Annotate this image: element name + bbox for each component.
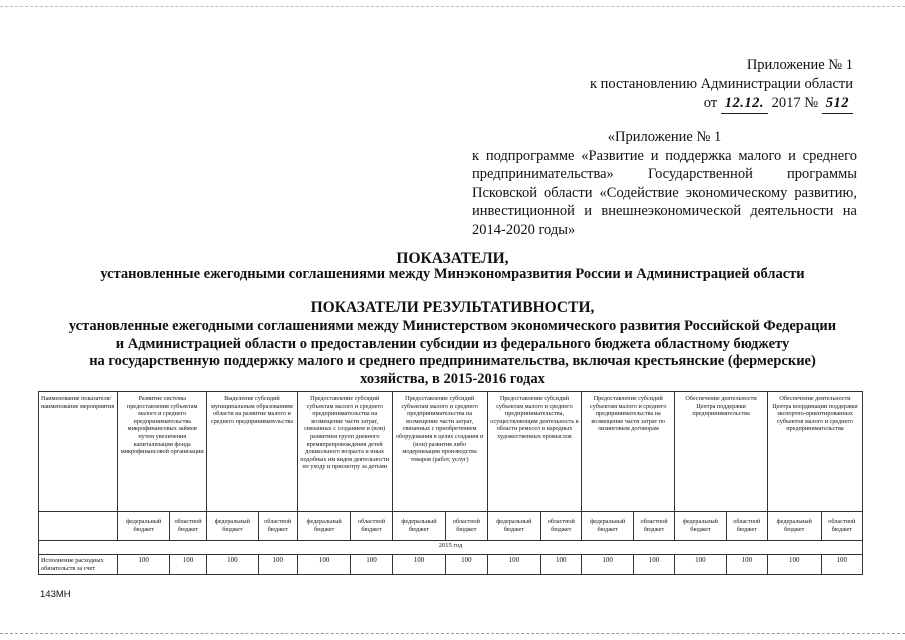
subheader-regional: областной бюджет: [258, 512, 297, 541]
subheader-federal: федеральный бюджет: [487, 512, 541, 541]
subtitle-line-2: и Администрацией области о предоставлении субсидии из федерального бюджета областному бюджету: [115, 335, 790, 352]
heading-indicators-subtitle: установленные ежегодными соглашениями между Минэкономразвития России и Администрацией области: [100, 266, 805, 282]
table-cell: 100: [351, 555, 392, 575]
header-cell-childcare-subsidies: Предоставление субсидий субъектам малого и среднего предпринимательства на возмещение части затрат, связанных с созданием и (или) развитием групп дневного времяпрепровождения детей дошкольного возраста и иных подобных им видов деятельности по уходу и присмотру за детьми: [297, 392, 392, 512]
appendix-2-title: «Приложение № 1: [607, 129, 722, 145]
table-cell: 100: [726, 555, 767, 575]
handwritten-date: 12.12.: [721, 94, 768, 114]
heading-performance-indicators: ПОКАЗАТЕЛИ РЕЗУЛЬТАТИВНОСТИ,: [310, 299, 595, 316]
table-cell: 100: [118, 555, 170, 575]
appendix-1-block: [553, 56, 853, 114]
year-number-label: 2017 №: [771, 95, 819, 111]
row-label: Исполнение расходных обязательств за счет: [39, 555, 118, 575]
appendix-1-date-line: [553, 94, 853, 114]
table-header-row: [39, 392, 863, 512]
appendix-2-block: [472, 128, 857, 239]
handwritten-number: 512: [822, 94, 853, 114]
heading-performance-subtitle: [20, 318, 885, 388]
subheader-regional: областной бюджет: [351, 512, 392, 541]
subtitle-line-4: хозяйства, в 2015-2016 годах: [360, 370, 545, 387]
subtitle-line-1: установленные ежегодными соглашениями между Министерством экономического развития Российской Федерации: [68, 318, 837, 334]
table-cell: 100: [541, 555, 582, 575]
subheader-regional: областной бюджет: [821, 512, 862, 541]
subheader-federal: федеральный бюджет: [118, 512, 170, 541]
table-cell: 100: [821, 555, 862, 575]
appendix-1-title: Приложение № 1: [746, 57, 853, 73]
subheader-federal: федеральный бюджет: [675, 512, 727, 541]
subheader-regional: областной бюджет: [726, 512, 767, 541]
footer-code: 143МН: [40, 589, 71, 600]
subheader-regional: областной бюджет: [446, 512, 487, 541]
scan-edge-bottom: [0, 633, 905, 634]
subheader-empty: [39, 512, 118, 541]
subheader-regional: областной бюджет: [633, 512, 674, 541]
header-cell-name: Наименование показателя/ наименование мероприятия: [39, 392, 118, 512]
subheader-federal: федеральный бюджет: [582, 512, 634, 541]
table-cell: 100: [767, 555, 821, 575]
subheader-regional: областной бюджет: [169, 512, 206, 541]
header-cell-export-center: Обеспечение деятельности Центра координации поддержки экспортно-ориентированных субъектов малого и среднего предпринимательства: [767, 392, 862, 512]
heading-indicators: ПОКАЗАТЕЛИ,: [396, 250, 509, 267]
year-row: [39, 541, 863, 555]
table-cell: 100: [582, 555, 634, 575]
subheader-regional: областной бюджет: [541, 512, 582, 541]
table-cell: 100: [392, 555, 446, 575]
header-cell-municipal-subsidies: Выделение субсидий муниципальным образованиям области на развитие малого и среднего предпринимательства: [207, 392, 298, 512]
table-cell: 100: [258, 555, 297, 575]
subheader-federal: федеральный бюджет: [297, 512, 351, 541]
table-cell: 100: [169, 555, 206, 575]
header-cell-leasing-subsidies: Предоставление субсидий субъектам малого и среднего предпринимательства на возмещение части затрат по лизинговым договорам: [582, 392, 675, 512]
subheader-federal: федеральный бюджет: [207, 512, 259, 541]
table-cell: 100: [446, 555, 487, 575]
table-cell: 100: [675, 555, 727, 575]
indicators-table: [38, 391, 863, 575]
header-cell-microfinance: Развитие системы предоставления субъектам малого и среднего предпринимательства микрофинансовых займов путем увеличения капитализации фонда микрофинансовой организации: [118, 392, 207, 512]
header-cell-support-center: Обеспечение деятельности Центра поддержки предпринимательства: [675, 392, 768, 512]
table-cell: 100: [633, 555, 674, 575]
header-cell-equipment-subsidies: Предоставление субсидий субъектам малого и среднего предпринимательства на возмещение части затрат, связанных с приобретением оборудования в целях создания и (или) развития либо модернизации производства товаров (работ, услуг): [392, 392, 487, 512]
header-cell-crafts-subsidies: Предоставление субсидий субъектам малого и среднего предпринимательства, осуществляющим деятельность в области ремесел и народных художественных промыслов: [487, 392, 582, 512]
table-row: [39, 555, 863, 575]
table-cell: 100: [487, 555, 541, 575]
scan-edge-top: [0, 6, 905, 7]
subtitle-line-3: на государственную поддержку малого и среднего предпринимательства, включая крестьянские (фермерские): [89, 353, 816, 369]
date-prefix: от: [703, 95, 718, 111]
appendix-2-body: к подпрограмме «Развитие и поддержка малого и среднего предпринимательства» Государственной программы Псковской области «Содействие экономическому развитию, инвестиционной и внешнеэкономической деятельности на 2014-2020 годы»: [472, 147, 857, 238]
appendix-1-resolution: к постановлению Администрации области: [589, 76, 853, 92]
subheader-federal: федеральный бюджет: [392, 512, 446, 541]
subheader-federal: федеральный бюджет: [767, 512, 821, 541]
table-cell: 100: [207, 555, 259, 575]
table-cell: 100: [297, 555, 351, 575]
table-subheader-row: [39, 512, 863, 541]
year-label: 2015 год: [39, 541, 863, 555]
